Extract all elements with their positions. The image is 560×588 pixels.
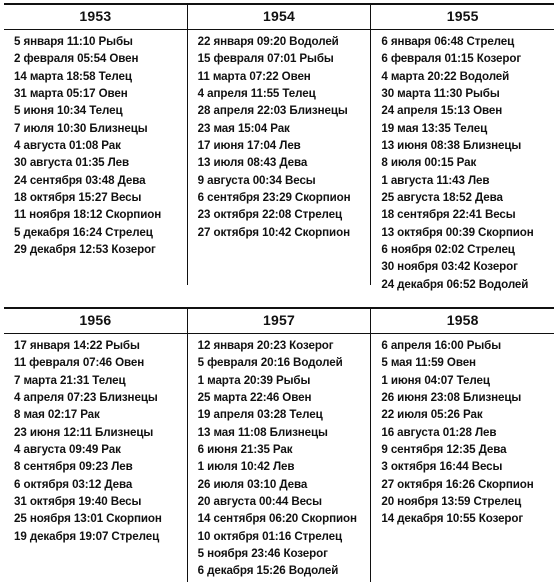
date-entry: 4 августа 01:08 Рак (14, 139, 121, 153)
date-entry: 26 июля 03:10 Дева (197, 477, 308, 491)
date-entry: 6 февраля 01:15 Козерог (381, 52, 522, 66)
date-entry: 27 октября 10:42 Скорпион (197, 225, 350, 239)
date-entry: 19 апреля 03:28 Телец (197, 408, 323, 422)
date-entry: 11 ноября 18:12 Скорпион (14, 208, 162, 222)
date-entry: 5 мая 11:59 Овен (381, 356, 476, 370)
date-entry: 14 сентября 06:20 Скорпион (197, 512, 357, 526)
year-column (187, 333, 371, 582)
date-entry: 18 сентября 22:41 Весы (381, 208, 516, 222)
date-entry: 9 сентября 12:35 Дева (381, 443, 507, 457)
date-entry: 11 февраля 07:46 Овен (14, 356, 145, 370)
date-entry: 1 июня 04:07 Телец (381, 373, 490, 387)
date-entry: 5 июня 10:34 Телец (14, 104, 123, 118)
date-entry: 20 августа 00:44 Весы (197, 495, 322, 509)
date-entry: 23 октября 22:08 Стрелец (197, 208, 343, 222)
date-entry: 8 июля 00:15 Рак (381, 156, 477, 170)
entries-row (4, 333, 554, 582)
date-entry: 19 декабря 19:07 Стрелец (14, 529, 160, 543)
date-entry: 1 августа 11:43 Лев (381, 173, 490, 187)
date-entry: 19 мая 13:35 Телец (381, 121, 488, 135)
date-entry: 5 ноября 23:46 Козерог (197, 547, 328, 561)
year-column (4, 29, 187, 285)
date-entry: 5 января 11:10 Рыбы (14, 35, 133, 48)
date-entry: 12 января 20:23 Козерог (197, 339, 334, 352)
year-header: 1957 (187, 309, 371, 333)
date-entry: 4 апреля 07:23 Близнецы (14, 391, 158, 405)
date-entry: 24 сентября 03:48 Дева (14, 173, 146, 187)
date-entry: 25 августа 18:52 Дева (381, 191, 503, 205)
entries-row (4, 29, 554, 291)
date-entry: 13 июля 08:43 Дева (197, 156, 308, 170)
date-entry: 4 марта 20:22 Водолей (381, 69, 510, 83)
date-entry: 6 сентября 23:29 Скорпион (197, 191, 351, 205)
date-entry: 30 ноября 03:42 Козерог (381, 260, 518, 274)
date-entry: 7 июля 10:30 Близнецы (14, 121, 148, 135)
date-entry: 26 июня 23:08 Близнецы (381, 391, 522, 405)
date-entry: 6 апреля 16:00 Рыбы (381, 339, 502, 352)
date-entry: 5 февраля 20:16 Водолей (197, 356, 343, 370)
date-entry: 23 мая 15:04 Рак (197, 121, 290, 135)
date-entry: 31 марта 05:17 Овен (14, 87, 128, 101)
date-entry: 22 января 09:20 Водолей (197, 35, 339, 48)
date-entry: 1 марта 20:39 Рыбы (197, 373, 311, 387)
table-1956-1958 (4, 307, 554, 582)
date-entry: 2 февраля 05:54 Овен (14, 52, 139, 66)
date-entry: 13 октября 00:39 Скорпион (381, 225, 534, 239)
date-entry: 25 марта 22:46 Овен (197, 391, 312, 405)
date-entry: 6 декабря 15:26 Водолей (197, 564, 339, 578)
year-header: 1958 (370, 309, 554, 333)
date-entry: 24 апреля 15:13 Овен (381, 104, 503, 118)
date-entry: 24 декабря 06:52 Водолей (381, 277, 529, 291)
year-header-row (4, 3, 554, 30)
date-entry: 29 декабря 12:53 Козерог (14, 243, 156, 257)
date-entry: 30 августа 01:35 Лев (14, 156, 130, 170)
date-entry: 3 октября 16:44 Весы (381, 460, 503, 474)
year-column (370, 333, 554, 582)
year-header: 1956 (79, 312, 112, 328)
date-entry: 16 августа 01:28 Лев (381, 425, 497, 439)
date-entry: 4 апреля 11:55 Телец (197, 87, 316, 101)
date-entry: 20 ноября 13:59 Стрелец (381, 495, 522, 509)
date-entry: 17 июня 17:04 Лев (197, 139, 301, 153)
date-entry: 6 июня 21:35 Рак (197, 443, 293, 457)
date-entry: 5 декабря 16:24 Стрелец (14, 225, 153, 239)
year-column (4, 333, 187, 582)
date-entry: 14 декабря 10:55 Козерог (381, 512, 524, 526)
date-entry: 8 мая 02:17 Рак (14, 408, 100, 422)
year-header-row (4, 307, 554, 334)
date-entry: 8 сентября 09:23 Лев (14, 460, 133, 474)
date-entry: 22 июля 05:26 Рак (381, 408, 483, 422)
date-entry: 25 ноября 13:01 Скорпион (14, 512, 162, 526)
date-entry: 28 апреля 22:03 Близнецы (197, 104, 348, 118)
date-entry: 4 августа 09:49 Рак (14, 443, 121, 457)
year-header: 1954 (187, 5, 371, 29)
date-entry: 11 марта 07:22 Овен (197, 69, 311, 83)
date-entry: 13 мая 11:08 Близнецы (197, 425, 328, 439)
date-entry: 13 июня 08:38 Близнецы (381, 139, 522, 153)
year-column (187, 29, 371, 285)
date-entry: 6 января 06:48 Стрелец (381, 35, 515, 48)
date-entry: 31 октября 19:40 Весы (14, 495, 142, 509)
date-entry: 27 октября 16:26 Скорпион (381, 477, 534, 491)
year-column (370, 29, 554, 291)
table-1953-1955 (4, 3, 554, 291)
date-entry: 9 августа 00:34 Весы (197, 173, 316, 187)
year-header: 1955 (370, 5, 554, 29)
date-entry: 7 марта 21:31 Телец (14, 373, 126, 387)
date-entry: 15 февраля 07:01 Рыбы (197, 52, 334, 66)
date-entry: 23 июня 12:11 Близнецы (14, 425, 154, 439)
date-entry: 30 марта 11:30 Рыбы (381, 87, 500, 101)
date-entry: 10 октября 01:16 Стрелец (197, 529, 343, 543)
year-header: 1953 (79, 8, 112, 24)
date-entry: 6 ноября 02:02 Стрелец (381, 243, 515, 257)
date-entry: 18 октября 15:27 Весы (14, 191, 142, 205)
date-entry: 14 марта 18:58 Телец (14, 69, 132, 83)
date-entry: 6 октября 03:12 Дева (14, 477, 133, 491)
date-entry: 1 июля 10:42 Лев (197, 460, 295, 474)
date-entry: 17 января 14:22 Рыбы (14, 339, 140, 352)
